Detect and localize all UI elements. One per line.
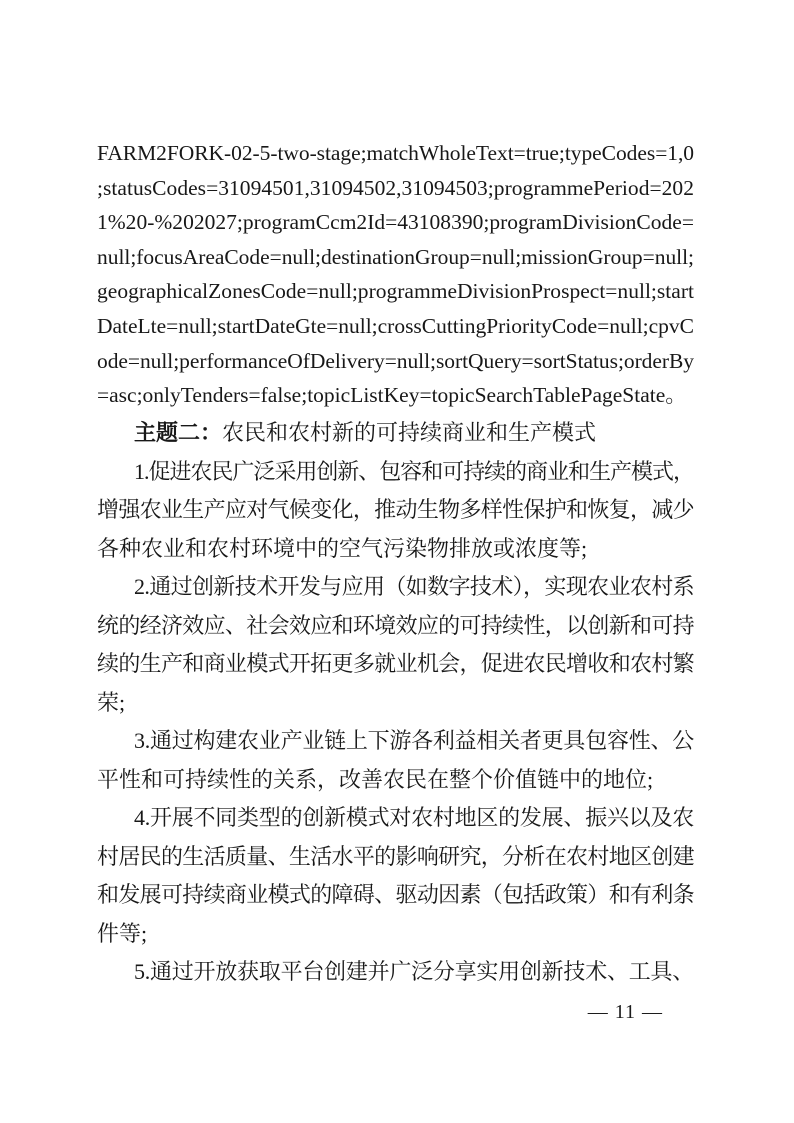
body-line [97, 915, 694, 954]
search-query-block [97, 136, 694, 413]
body-line-text: 平性和可持续性的关系，改善农民在整个价值链中的地位; [97, 766, 654, 792]
search-query-line-2 [97, 171, 694, 206]
search-query-text: ;statusCodes=31094501,31094502,31094503;programmePeriod=202 [97, 175, 694, 200]
body-line-text: 荣; [97, 689, 126, 715]
topic-heading-label: 主题二： [134, 420, 223, 445]
body-line-text: 1.促进农民广泛采用创新、包容和可持续的商业和生产模式， [134, 458, 694, 484]
search-query-text: 1%20-%202027;programCcm2Id=43108390;programDivisionCode= [97, 210, 694, 235]
body-line [97, 645, 694, 684]
page-number: — 11 — [587, 1001, 663, 1023]
search-query-line-7 [97, 344, 694, 379]
body-line-text: 和发展可持续商业模式的障碍、驱动因素（包括政策）和有利条 [97, 882, 694, 907]
search-query-line-8 [97, 378, 694, 413]
body-line-text: 3.通过构建农业产业链上下游各利益相关者更具包容性、公 [134, 728, 694, 753]
search-query-line-1 [97, 136, 694, 171]
topic-heading-title: 农民和农村新的可持续商业和生产模式 [222, 420, 597, 445]
search-query-line-4 [97, 240, 694, 275]
body-line-item-3 [97, 722, 694, 761]
search-query-text: =asc;onlyTenders=false;topicListKey=topicSearchTablePageState。 [97, 383, 687, 408]
body-line-text: 5.通过开放获取平台创建并广泛分享实用创新技术、工具、 [134, 959, 694, 984]
body-line-text: 统的经济效应、社会效应和环境效应的可持续性，以创新和可持 [97, 612, 694, 638]
body-line-text: 件等; [97, 920, 148, 946]
body-line [97, 876, 694, 915]
body-line [97, 838, 694, 877]
body-line [97, 607, 694, 646]
search-query-text: geographicalZonesCode=null;programmeDivisionProspect=null;start [97, 279, 694, 304]
body-line-item-2 [97, 568, 694, 607]
body-line-text: 4.开展不同类型的创新模式对农村地区的发展、振兴以及农 [134, 805, 694, 830]
body-line-text: 增强农业生产应对气候变化，推动生物多样性保护和恢复，减少 [97, 497, 694, 522]
search-query-line-6 [97, 309, 694, 344]
body-line [97, 684, 694, 723]
search-query-line-5 [97, 274, 694, 309]
search-query-line-3 [97, 205, 694, 240]
search-query-text: DateLte=null;startDateGte=null;crossCuttingPriorityCode=null;cpvC [97, 313, 694, 338]
body-line-text: 续的生产和商业模式开拓更多就业机会，促进农民增收和农村繁 [97, 651, 694, 676]
body-line-text: 2.通过创新技术开发与应用（如数字技术），实现农业农村系 [134, 574, 694, 599]
topic-body-block [97, 414, 694, 992]
body-line-text: 村居民的生活质量、生活水平的影响研究，分析在农村地区创建 [97, 843, 694, 869]
body-line-item-1 [97, 453, 694, 492]
body-line [97, 530, 694, 569]
body-line [97, 761, 694, 800]
body-line-item-4 [97, 799, 694, 838]
body-line-item-5 [97, 953, 694, 992]
topic-heading [97, 414, 694, 453]
search-query-text: FARM2FORK-02-5-two-stage;matchWholeText=true;typeCodes=1,0 [97, 141, 694, 165]
body-line-text: 各种农业和农村环境中的空气污染物排放或浓度等; [97, 535, 588, 561]
body-line [97, 491, 694, 530]
search-query-text: ode=null;performanceOfDelivery=null;sortQuery=sortStatus;orderBy [97, 348, 694, 373]
search-query-text: null;focusAreaCode=null;destinationGroup=null;missionGroup=null; [97, 244, 694, 269]
